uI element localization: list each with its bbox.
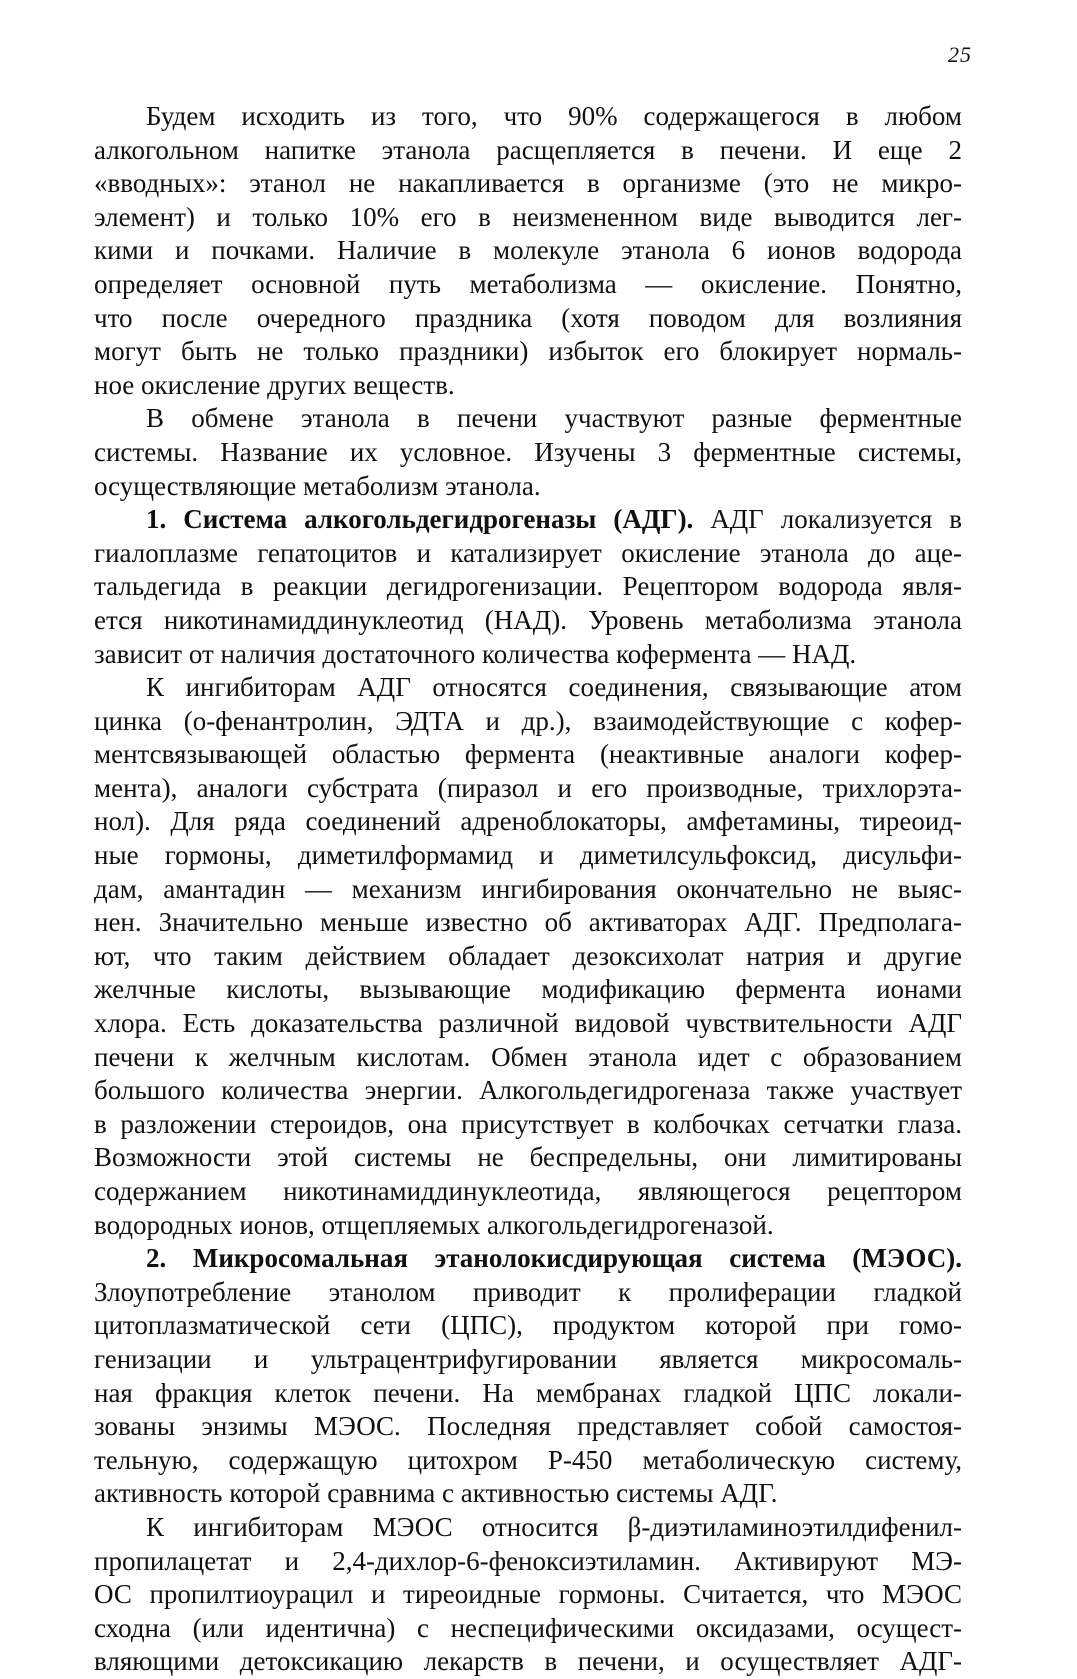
- text-line: печени к желчным кислотам. Обмен этанола идет с образованием: [94, 1041, 962, 1072]
- text-line: пропилацетат и 2,4-дихлор-6-феноксиэтиламин. Активируют МЭ-: [94, 1545, 962, 1576]
- text-line: системы. Название их условное. Изучены 3 ферментные системы,: [94, 436, 962, 467]
- text-line: нен. Значительно меньше известно об активаторах АДГ. Предполага-: [94, 907, 962, 938]
- text-line: нол). Для ряда соединений адреноблокаторы, амфетамины, тиреоид-: [94, 806, 962, 837]
- text-line: зависит от наличия достаточного количества кофермента — НАД.: [94, 638, 857, 669]
- text-line: «вводных»: этанол не накапливается в организме (это не микро-: [94, 168, 962, 199]
- text-line: ное окисление других веществ.: [94, 369, 455, 400]
- text-line: осуществляющие метаболизм этанола.: [94, 470, 541, 501]
- text-line: элемент) и только 10% его в неизмененном виде выводится лег-: [94, 201, 962, 232]
- text-line: Злоупотребление этанолом приводит к пролиферации гладкой: [94, 1276, 962, 1307]
- section-heading-adh: 1. Система алкогольдегидрогеназы (АДГ).: [146, 504, 694, 535]
- text-line: ментсвязывающей областью фермента (неактивные аналоги кофер-: [94, 739, 962, 770]
- text-line: К ингибиторам МЭОС относится β-диэтиламиноэтилдифенил-: [146, 1511, 962, 1542]
- paragraph-intro: [94, 100, 962, 402]
- text-line: ОС пропилтиоурацил и тиреоидные гормоны. Считается, что МЭОС: [94, 1579, 962, 1610]
- text-line: что после очередного праздника (хотя поводом для возлияния: [94, 302, 962, 333]
- text-line: сходна (или идентична) с неспецифическими оксидазами, осущест-: [94, 1612, 962, 1643]
- page-number: 25: [948, 42, 972, 67]
- text-line: дам, амантадин — механизм ингибирования окончательно не выяс-: [94, 873, 962, 904]
- text-line: гиалоплазме гепатоцитов и катализирует окисление этанола до аце-: [94, 537, 962, 568]
- text-line: К ингибиторам АДГ относятся соединения, связывающие атом: [146, 672, 962, 703]
- text-run: АДГ локализуется в: [710, 504, 963, 535]
- text-line: цинка (о-фенантролин, ЭДТА и др.), взаимодействующие с кофер-: [94, 705, 962, 736]
- paragraph-meos: [94, 1242, 962, 1511]
- paragraph-adh-inhibitors: [94, 671, 962, 1242]
- text-line: Будем исходить из того, что 90% содержащегося в любом: [146, 101, 962, 131]
- text-line: генизации и ультрацентрифугировании является микросомаль-: [94, 1343, 962, 1374]
- text-line: могут быть не только праздники) избыток его блокирует нормаль-: [94, 336, 962, 367]
- text-line: определяет основной путь метаболизма — окисление. Понятно,: [94, 268, 962, 299]
- paragraph-adh: [94, 503, 962, 671]
- text-line: кими и почками. Наличие в молекуле этанола 6 ионов водорода: [94, 235, 962, 266]
- text-line: водородных ионов, отщепляемых алкогольдегидрогеназой.: [94, 1209, 774, 1240]
- text-line: зованы энзимы МЭОС. Последняя представляет собой самостоя-: [94, 1411, 962, 1442]
- paragraph-enzyme-systems: [94, 402, 962, 503]
- text-line: содержанием никотинамиддинуклеотида, являющегося рецептором: [94, 1176, 962, 1206]
- text-line: [94, 503, 962, 537]
- text-line: большого количества энергии. Алкогольдегидрогеназа также участвует: [94, 1075, 962, 1106]
- text-line: ные гормоны, диметилформамид и диметилсульфоксид, дисульфи-: [94, 840, 962, 871]
- text-line: тельную, содержащую цитохром Р-450 метаболическую систему,: [94, 1444, 962, 1475]
- text-line: В обмене этанола в печени участвуют разные ферментные: [146, 403, 962, 434]
- text-line: тальдегида в реакции дегидрогенизации. Рецептором водорода явля-: [94, 571, 962, 602]
- text-line: ется никотинамиддинуклеотид (НАД). Уровень метаболизма этанола: [94, 604, 962, 635]
- text-line: Возможности этой системы не беспредельны, они лимитированы: [94, 1142, 962, 1173]
- text-line: ют, что таким действием обладает дезоксихолат натрия и другие: [94, 940, 962, 971]
- text-line: вляющими детоксикацию лекарств в печени, и осуществляет АДГ-: [94, 1646, 962, 1677]
- text-line: цитоплазматической сети (ЦПС), продуктом которой при гомо-: [94, 1310, 962, 1341]
- text-line: ная фракция клеток печени. На мембранах гладкой ЦПС локали-: [94, 1377, 962, 1408]
- text-line: мента), аналоги субстрата (пиразол и его производные, трихлорэта-: [94, 772, 962, 803]
- body-text: [94, 100, 962, 1679]
- text-line: активность которой сравнима с активностью системы АДГ.: [94, 1478, 778, 1509]
- section-heading-meos: 2. Микросомальная этанолокисдирующая система (МЭОС).: [146, 1243, 962, 1274]
- text-line: алкогольном напитке этанола расщепляется в печени. И еще 2: [94, 134, 962, 165]
- text-line: желчные кислоты, вызывающие модификацию фермента ионами: [94, 974, 962, 1005]
- text-line: хлора. Есть доказательства различной видовой чувствительности АДГ: [94, 1008, 962, 1039]
- text-line: в разложении стероидов, она присутствует в колбочках сетчатки глаза.: [94, 1108, 962, 1139]
- paragraph-meos-inhibitors: [94, 1511, 962, 1679]
